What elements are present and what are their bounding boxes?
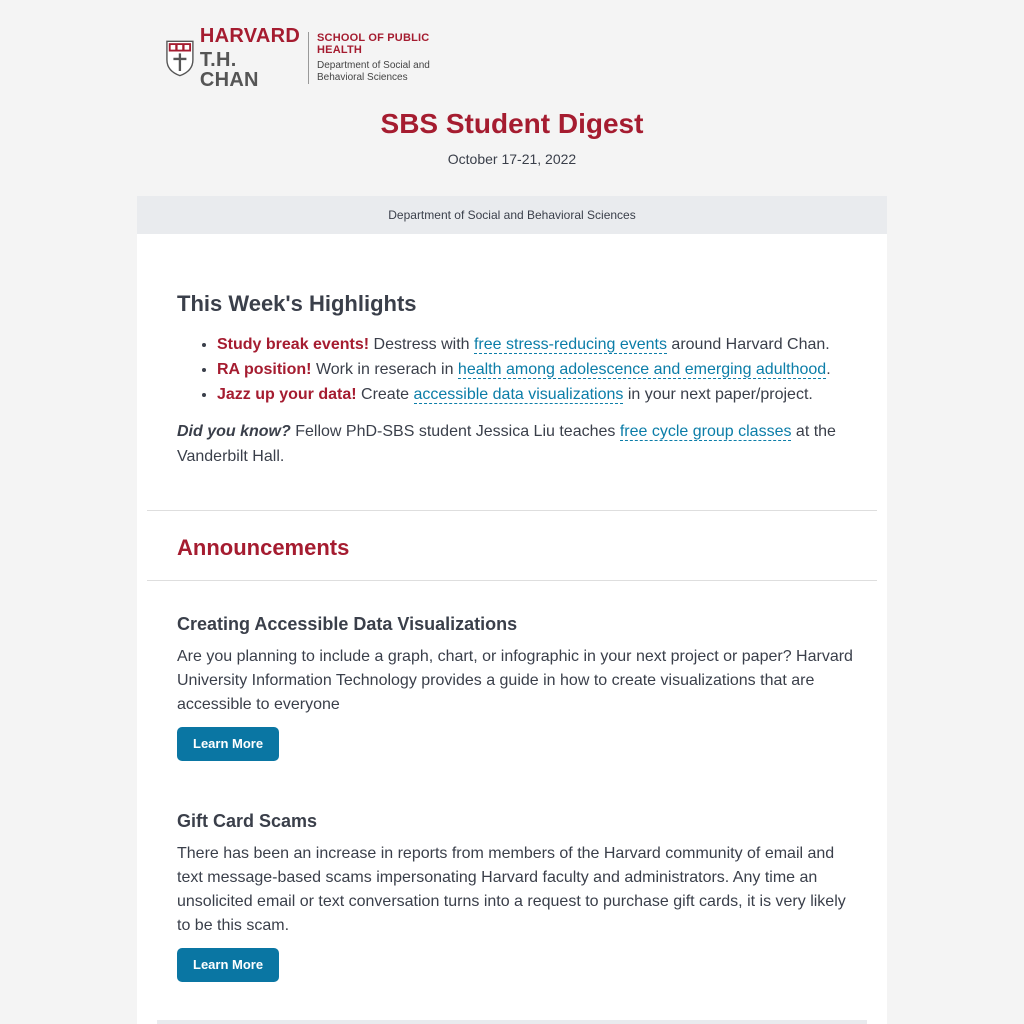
data-visualizations-link[interactable]: accessible data visualizations xyxy=(413,386,624,403)
announcement-article xyxy=(177,614,857,761)
department-bar: Department of Social and Behavioral Sciences xyxy=(137,196,887,234)
highlights-list xyxy=(177,332,887,407)
harvard-shield-icon xyxy=(166,38,194,78)
did-you-know-label: Did you know? xyxy=(177,423,291,440)
stress-events-link[interactable]: free stress-reducing events xyxy=(473,336,667,353)
highlight-label: Jazz up your data! xyxy=(217,386,357,403)
learn-more-button[interactable]: Learn More xyxy=(177,727,279,761)
logo-harvard-text: HARVARD xyxy=(199,25,301,47)
cycle-classes-link[interactable]: free cycle group classes xyxy=(619,423,792,440)
logo-chan-text: T.H. CHAN xyxy=(199,49,259,91)
harvard-chan-logo[interactable] xyxy=(166,25,466,91)
logo-school-text: SCHOOL OF PUBLIC HEALTH xyxy=(317,32,430,56)
highlight-item xyxy=(217,382,887,407)
highlight-label: Study break events! xyxy=(217,336,370,353)
highlight-label: RA position! xyxy=(217,361,312,378)
newsletter-content xyxy=(137,234,887,1024)
did-you-know-text: at the Vanderbilt Hall. xyxy=(177,423,836,465)
article-body: There has been an increase in reports from members of the Harvard community of email and text message-based scams impersonating Harvard faculty and administrators. Any time an unsolicited email or text conversation turns into a request to purchase gift cards, it is very likely to be this scam. xyxy=(177,845,846,934)
highlight-item xyxy=(217,357,887,382)
logo-department-text xyxy=(317,60,437,84)
logo-divider xyxy=(308,32,309,84)
logo-department-line2: Behavioral Sciences xyxy=(317,72,408,83)
announcements-heading: Announcements xyxy=(177,535,350,560)
highlight-text: Work in reserach in xyxy=(311,361,458,378)
did-you-know xyxy=(177,419,857,469)
divider xyxy=(147,510,877,511)
highlights-heading: This Week's Highlights xyxy=(177,291,417,316)
article-title: Gift Card Scams xyxy=(177,811,318,831)
did-you-know-text: Fellow PhD-SBS student Jessica Liu teaches xyxy=(290,423,620,440)
logo-department-line1: Department of Social and xyxy=(317,60,430,71)
highlight-item xyxy=(217,332,887,357)
highlight-text: in your next paper/project. xyxy=(623,386,813,403)
highlight-text: Destress with xyxy=(369,336,474,353)
learn-more-button[interactable]: Learn More xyxy=(177,948,279,982)
article-title: Creating Accessible Data Visualizations xyxy=(177,614,518,634)
announcement-article xyxy=(177,811,857,982)
highlight-text: around Harvard Chan. xyxy=(666,336,830,353)
ra-position-link[interactable]: health among adolescence and emerging adulthood xyxy=(457,361,827,378)
highlight-text: Create xyxy=(356,386,414,403)
footer-strip xyxy=(157,1020,867,1024)
divider xyxy=(147,580,877,581)
highlight-text: . xyxy=(826,361,831,378)
digest-title: SBS Student Digest xyxy=(380,108,644,139)
article-body: Are you planning to include a graph, chart, or infographic in your next project or paper? Harvard University Information Technology provides a guide in how to create visualizations that are accessible to everyone xyxy=(177,648,853,713)
digest-date: October 17-21, 2022 xyxy=(447,151,577,167)
